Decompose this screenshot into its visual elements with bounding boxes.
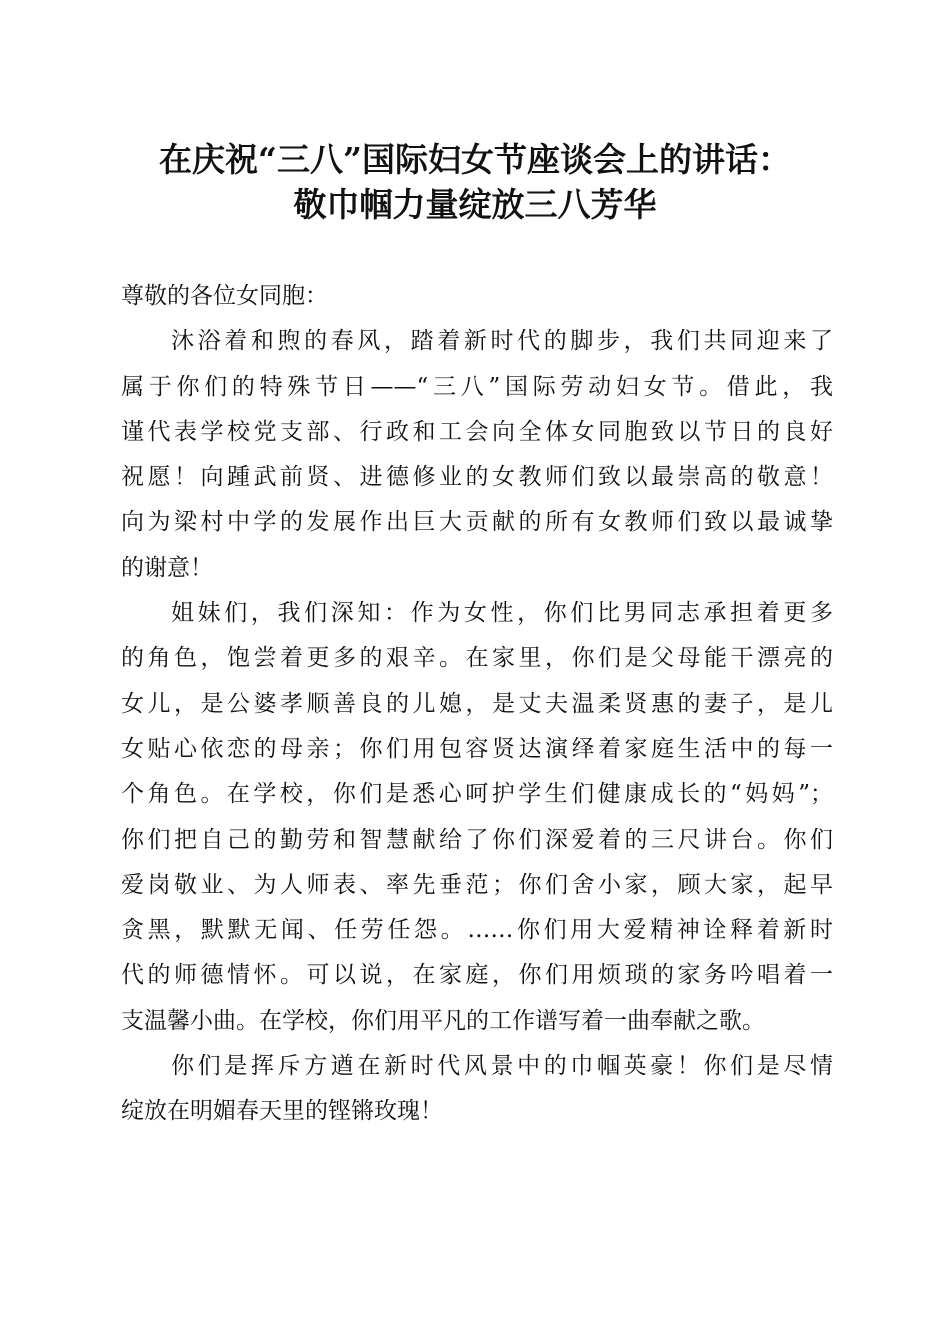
paragraph-line: 的角色，饱尝着更多的艰辛。在家里，你们是父母能干漂亮的 [121,645,833,672]
paragraph-line: 女儿，是公婆孝顺善良的儿媳，是丈夫温柔贤惠的妻子，是儿 [121,690,833,717]
paragraph-line: 的谢意！ [121,554,213,581]
paragraph-line: 沐浴着和煦的春风，踏着新时代的脚步，我们共同迎来了 [171,328,833,355]
document-body [121,274,833,1135]
paragraph-line: 代的师德情怀。可以说，在家庭，你们用烦琐的家务吟唱着一 [121,962,833,989]
document-title-line-1: 在庆祝“三八”国际妇女节座谈会上的讲话： [159,140,791,179]
paragraph-line: 爱岗敬业、为人师表、率先垂范；你们舍小家，顾大家，起早 [121,871,833,898]
paragraph-line: 支温馨小曲。在学校，你们用平凡的工作谱写着一曲奉献之歌。 [121,1007,765,1034]
paragraph-line: 你们把自己的勤劳和智慧献给了你们深爱着的三尺讲台。你们 [121,826,833,853]
paragraph-line: 谨代表学校党支部、行政和工会向全体女同胞致以节日的良好 [121,418,833,445]
paragraph-line: 个角色。在学校，你们是悉心呵护学生们健康成长的“妈妈”； [121,781,833,808]
paragraph-line: 祝愿！向踵武前贤、进德修业的女教师们致以最崇高的敬意！ [121,464,833,491]
paragraph-line: 贪黑，默默无闻、任劳任怨。……你们用大爱精神诠释着新时 [121,917,833,944]
paragraph-line: 姐妹们，我们深知：作为女性，你们比男同志承担着更多 [171,600,833,627]
paragraph-line: 绽放在明媚春天里的铿锵玫瑰！ [121,1098,443,1125]
paragraph-line: 属于你们的特殊节日——“三八”国际劳动妇女节。借此，我 [121,373,833,400]
paragraph-line: 女贴心依恋的母亲；你们用包容贤达演绎着家庭生活中的每一 [121,735,833,762]
salutation: 尊敬的各位女同胞： [121,283,328,309]
paragraph-line: 你们是挥斥方遒在新时代风景中的巾帼英豪！你们是尽情 [171,1053,833,1080]
paragraph-line: 向为梁村中学的发展作出巨大贡献的所有女教师们致以最诚挚 [121,509,833,536]
document-title-line-2: 敬巾帼力量绽放三八芳华 [293,185,657,224]
